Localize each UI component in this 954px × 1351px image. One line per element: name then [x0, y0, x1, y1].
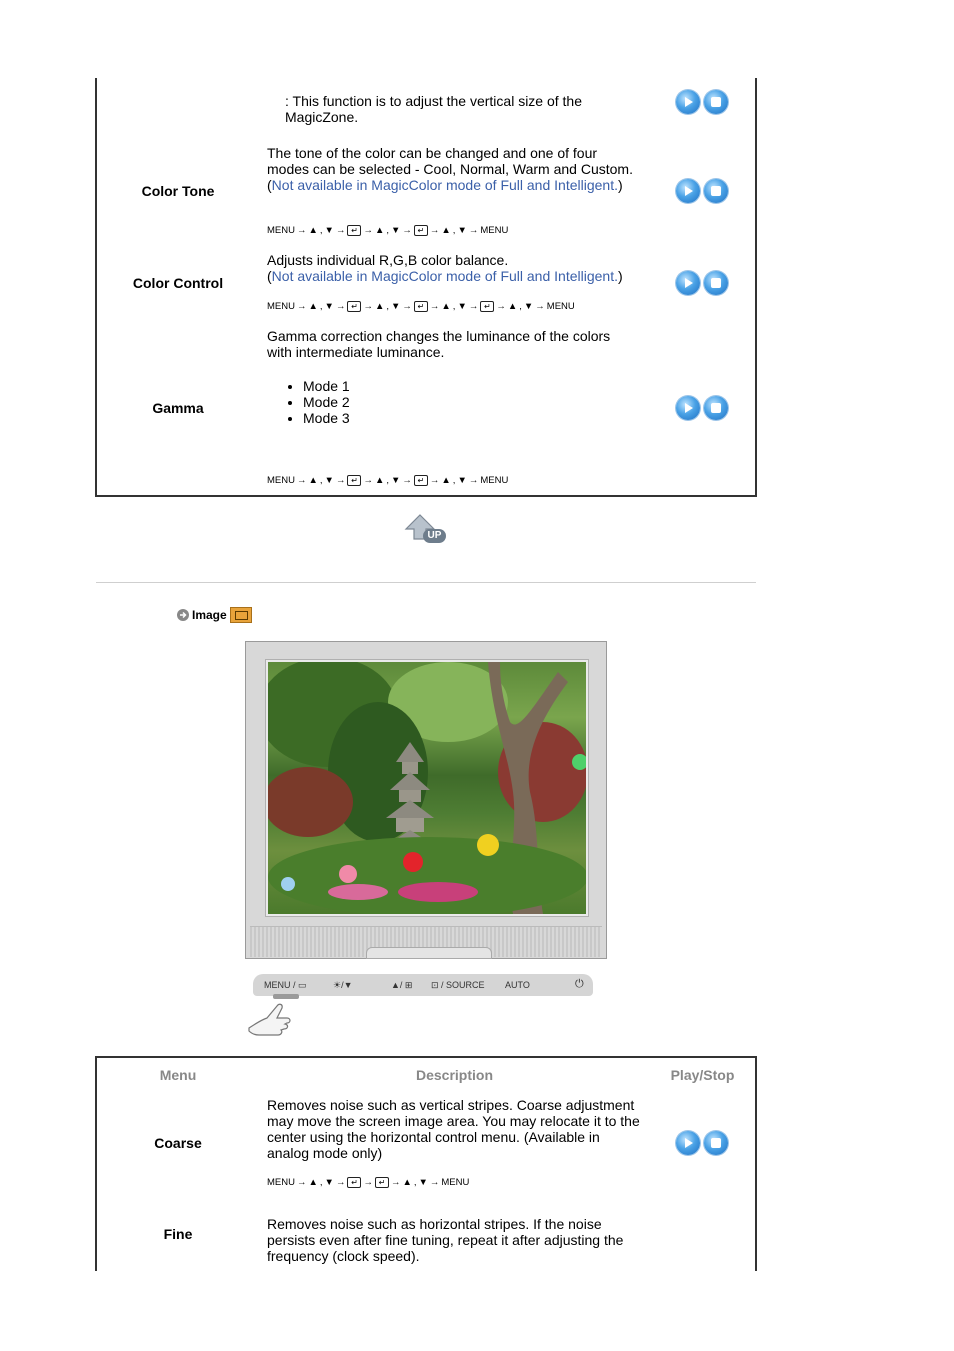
color-control-key-sequence [267, 301, 575, 312]
control-panel-bar [253, 974, 593, 996]
seq-arrow: → [429, 225, 440, 236]
seq-down-icon: ▼ [457, 475, 467, 486]
section-title: Image [192, 608, 227, 622]
enter-icon: ↵ [347, 301, 361, 312]
color-control-note-link[interactable]: Not available in MagicColor mode of Full and Intelligent. [271, 268, 618, 284]
fine-description: Removes noise such as horizontal stripes. If the noise persists even after fine tuning, repeat it after adjusting the frequency (clock speed). [267, 1216, 624, 1264]
top-table-right-border [755, 78, 757, 497]
up-icon-label: UP [423, 529, 446, 543]
seq-arrow: → [402, 301, 412, 312]
magiczone-size-description: : This function is to adjust the vertical size of the MagicZone. [285, 93, 583, 125]
pointing-hand-icon [247, 998, 297, 1038]
seq-up-icon: ▲ [308, 1177, 318, 1188]
bottom-table-right-border [755, 1056, 757, 1271]
note-open-paren: ( [267, 268, 272, 284]
image-menu-icon [230, 607, 252, 623]
brightness-down-button[interactable]: ☀/▼ [333, 980, 353, 990]
seq-up-icon: ▲ [374, 475, 385, 486]
arrow-circle-icon [177, 609, 189, 621]
seq-arrow: → [468, 225, 479, 236]
enter-icon: ↵ [414, 225, 428, 236]
menu-button[interactable]: MENU / ▭ [264, 980, 307, 990]
gamma-play-stop [676, 396, 728, 420]
gamma-mode-list [267, 378, 350, 426]
seq-down-icon: ▼ [457, 225, 467, 236]
seq-arrow: → [363, 1177, 373, 1188]
seq-comma: , [519, 301, 522, 312]
top-table-bottom-border [95, 495, 757, 497]
seq-down-icon: ▼ [390, 301, 401, 312]
seq-arrow: → [335, 301, 346, 312]
gamma-label: Gamma [152, 400, 204, 416]
play-icon[interactable] [676, 271, 700, 295]
monitor-front-buttons [366, 947, 492, 959]
seq-comma: , [386, 475, 389, 486]
bottom-table-top-border [95, 1056, 757, 1058]
seq-comma: , [452, 301, 456, 312]
seq-down-icon: ▼ [324, 475, 334, 486]
seq-up-icon: ▲ [507, 301, 518, 312]
seq-up-icon: ▲ [308, 301, 318, 312]
seq-arrow: → [429, 1177, 440, 1188]
seq-arrow: → [468, 475, 479, 486]
seq-comma: , [452, 225, 456, 236]
seq-comma: , [319, 475, 323, 486]
stop-icon[interactable] [704, 396, 728, 420]
section-divider [96, 582, 756, 583]
enter-icon: ↵ [347, 225, 361, 236]
seq-arrow: → [429, 301, 440, 312]
coarse-play-stop [676, 1131, 728, 1155]
gamma-description: Gamma correction changes the luminance of the colors with intermediate luminance. [267, 328, 611, 360]
coarse-key-sequence [267, 1177, 469, 1188]
enter-icon: ↵ [414, 301, 428, 312]
stop-icon[interactable] [704, 271, 728, 295]
coarse-label: Coarse [154, 1135, 202, 1151]
column-header-description: Description [415, 1067, 493, 1083]
seq-up-icon: ▲ [441, 475, 451, 486]
color-control-description [267, 252, 642, 284]
seq-up-icon: ▲ [374, 301, 385, 312]
up-button[interactable]: ▲/ ⊞ [391, 980, 413, 990]
seq-arrow: → [496, 301, 506, 312]
seq-arrow: → [468, 301, 479, 312]
monitor-screen-bezel [265, 659, 589, 917]
note-close-paren: ) [617, 177, 623, 193]
seq-arrow: → [429, 475, 440, 486]
seq-menu: MENU [546, 301, 575, 312]
seq-arrow: → [390, 1177, 401, 1188]
auto-button[interactable]: AUTO [505, 980, 530, 990]
stop-icon[interactable] [704, 179, 728, 203]
magiczone-play-stop [676, 90, 728, 114]
seq-up-icon: ▲ [441, 225, 451, 236]
color-tone-label: Color Tone [141, 183, 215, 199]
enter-icon: ↵ [414, 475, 428, 486]
color-tone-note-link[interactable]: Not available in MagicColor mode of Full and Intelligent. [271, 177, 618, 193]
seq-menu: MENU [267, 1177, 295, 1188]
note-open-paren: ( [267, 177, 272, 193]
color-tone-key-sequence [267, 225, 508, 236]
seq-comma: , [413, 1177, 417, 1188]
color-tone-description [267, 145, 642, 193]
seq-arrow: → [296, 225, 307, 236]
seq-down-icon: ▼ [523, 301, 534, 312]
seq-down-icon: ▼ [418, 1177, 428, 1188]
color-control-play-stop [676, 271, 728, 295]
seq-arrow: → [296, 301, 307, 312]
seq-menu: MENU [480, 475, 509, 486]
seq-comma: , [319, 301, 323, 312]
seq-arrow: → [335, 225, 346, 236]
column-header-menu: Menu [159, 1067, 197, 1083]
seq-menu: MENU [441, 1177, 470, 1188]
list-item: • Mode 1 [303, 378, 350, 394]
seq-up-icon: ▲ [402, 1177, 412, 1188]
seq-arrow: → [363, 225, 373, 236]
fine-label: Fine [163, 1226, 193, 1242]
seq-down-icon: ▼ [390, 225, 401, 236]
seq-comma: , [319, 1177, 323, 1188]
seq-menu: MENU [480, 225, 509, 236]
power-icon[interactable]: ⏻ [575, 978, 584, 990]
seq-arrow: → [402, 225, 412, 236]
up-icon[interactable] [404, 513, 448, 547]
color-control-label: Color Control [132, 275, 224, 291]
seq-comma: , [386, 225, 389, 236]
stop-icon[interactable] [704, 1131, 728, 1155]
coarse-description: Removes noise such as vertical stripes. Coarse adjustment may move the screen image area. You may relocate it to the center using the horizontal control menu. (Available in analog mode only) [267, 1097, 640, 1161]
seq-arrow: → [535, 301, 545, 312]
garden-pagoda-photo [268, 662, 586, 914]
seq-arrow: → [402, 475, 412, 486]
seq-menu: MENU [267, 225, 295, 236]
seq-down-icon: ▼ [324, 225, 334, 236]
play-icon[interactable] [676, 1131, 700, 1155]
list-item: • Mode 3 [303, 410, 350, 426]
play-icon[interactable] [676, 179, 700, 203]
seq-up-icon: ▲ [441, 301, 451, 312]
note-close-paren: ) [617, 268, 623, 284]
color-tone-play-stop [676, 179, 728, 203]
seq-up-icon: ▲ [308, 225, 318, 236]
gamma-key-sequence [267, 475, 508, 486]
list-item: • Mode 2 [303, 394, 350, 410]
play-icon[interactable] [676, 396, 700, 420]
column-header-play-stop: Play/Stop [670, 1067, 735, 1083]
seq-comma: , [452, 475, 456, 486]
section-header [177, 607, 252, 623]
seq-down-icon: ▼ [457, 301, 467, 312]
seq-arrow: → [335, 475, 346, 486]
seq-arrow: → [363, 301, 373, 312]
seq-down-icon: ▼ [324, 301, 334, 312]
monitor-illustration [245, 641, 607, 959]
seq-menu: MENU [267, 475, 295, 486]
enter-icon: ↵ [347, 1177, 361, 1188]
seq-comma: , [319, 225, 323, 236]
source-button[interactable]: ⊡ / SOURCE [431, 980, 485, 990]
seq-down-icon: ▼ [390, 475, 401, 486]
seq-arrow: → [363, 475, 373, 486]
seq-down-icon: ▼ [324, 1177, 334, 1188]
seq-up-icon: ▲ [374, 225, 385, 236]
seq-arrow: → [296, 1177, 307, 1188]
enter-icon: ↵ [347, 475, 361, 486]
stop-icon[interactable] [704, 90, 728, 114]
seq-up-icon: ▲ [308, 475, 318, 486]
seq-comma: , [386, 301, 389, 312]
seq-menu: MENU [267, 301, 295, 312]
color-control-text: Adjusts individual R,G,B color balance. [267, 252, 509, 268]
color-tone-text: The tone of the color can be changed and one of four modes can be selected - Cool, Normal, Warm and Custom. [267, 145, 633, 177]
enter-icon: ↵ [480, 301, 494, 312]
seq-arrow: → [335, 1177, 346, 1188]
enter-icon: ↵ [375, 1177, 389, 1188]
seq-arrow: → [296, 475, 307, 486]
play-icon[interactable] [676, 90, 700, 114]
